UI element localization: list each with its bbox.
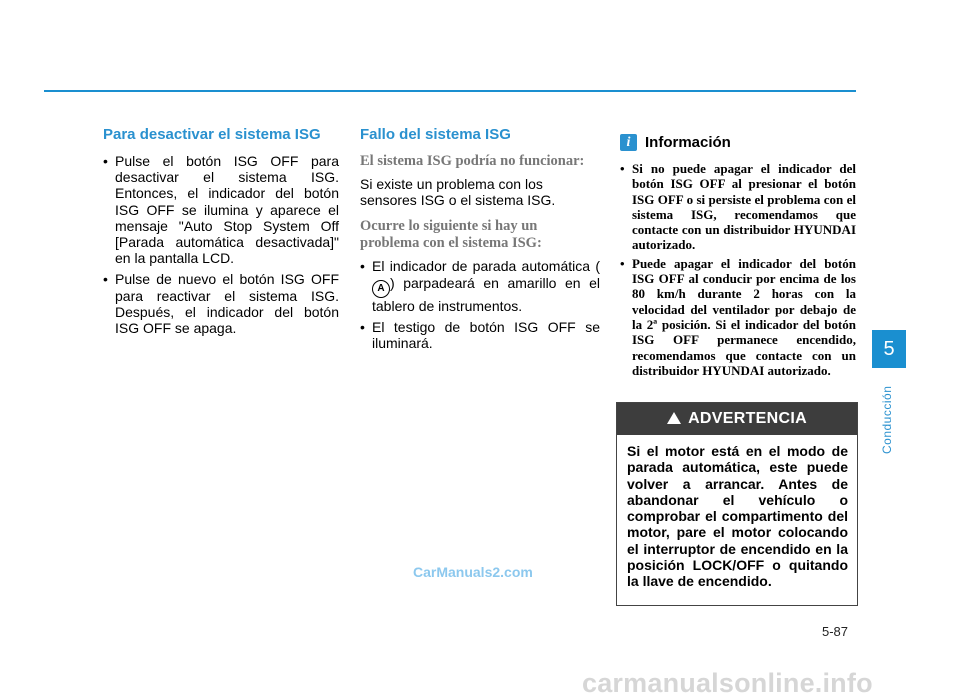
chapter-name: Conducción xyxy=(880,385,894,454)
warning-text: Si el motor está en el modo de parada automática, este puede volver a arrancar. Antes de abandonar el vehículo o comprobar el compartimento del motor, pare el motor colocando el interruptor de encendido en la posición LOCK/OFF o quitando la llave de encendido. xyxy=(627,443,848,590)
column-information xyxy=(620,126,856,381)
failure-list xyxy=(360,258,600,351)
section-heading-disable: Para desactivar el sistema ISG xyxy=(103,126,321,143)
subheading-if-problem: Ocurre lo siguiente si hay un problema con el sistema ISG: xyxy=(360,218,542,252)
subheading-may-not-work: El sistema ISG podría no funcionar: xyxy=(360,153,585,169)
info-icon: i xyxy=(620,134,637,151)
list-item: • Si no puede apagar el indicador del botón ISG OFF al presionar el botón ISG OFF o si persiste el problema con el sistema ISG, recomendamos que contacte con un distribuidor HYUNDAI autorizado. xyxy=(620,161,856,253)
column-disable-isg xyxy=(103,126,339,341)
list-item: • Puede apagar el indicador del botón ISG OFF al conducir por encima de los 80 km/h durante 2 horas con la velocidad del ventilador por debajo de la 2ª posición. Si el indicador del botón ISG OFF permanece encendido, recomendamos que contacte con un distribuidor HYUNDAI autorizado. xyxy=(620,256,856,378)
info-header xyxy=(620,134,856,151)
warning-title: ADVERTENCIA xyxy=(688,410,807,427)
column-isg-failure xyxy=(360,126,600,356)
page-number: 5-87 xyxy=(822,624,849,639)
list-item: • Pulse de nuevo el botón ISG OFF para reactivar el sistema ISG. Después, el indicador del botón ISG OFF se apaga. xyxy=(103,271,339,336)
disable-list xyxy=(103,153,339,336)
watermark-small: CarManuals2.com xyxy=(413,564,533,580)
info-list xyxy=(620,161,856,378)
auto-stop-icon: A xyxy=(372,280,390,298)
warning-triangle-icon xyxy=(667,412,681,424)
warning-header xyxy=(617,403,857,435)
warning-box xyxy=(616,402,858,606)
info-title: Información xyxy=(645,134,731,151)
list-item xyxy=(360,258,600,313)
top-rule xyxy=(44,90,856,92)
list-item: • El testigo de botón ISG OFF se iluminará. xyxy=(360,319,600,351)
bullet-text-start: El indicador de parada automática ( xyxy=(372,258,600,275)
watermark-large: carmanualsonline.info xyxy=(582,668,873,698)
section-heading-failure: Fallo del sistema ISG xyxy=(360,126,511,143)
chapter-number-tab: 5 xyxy=(872,330,906,368)
paragraph-sensor-problem: Si existe un problema con los sensores ISG o el sistema ISG. xyxy=(360,176,556,209)
bullet-text-end: ) parpadeará en amarillo en el tablero de instrumentos. xyxy=(372,274,600,314)
list-item: • Pulse el botón ISG OFF para desactivar el sistema ISG. Entonces, el indicador del botón ISG OFF se ilumina y aparece el mensaje "Auto Stop System Off [Parada automática desactivada]" en la pantalla LCD. xyxy=(103,153,339,266)
